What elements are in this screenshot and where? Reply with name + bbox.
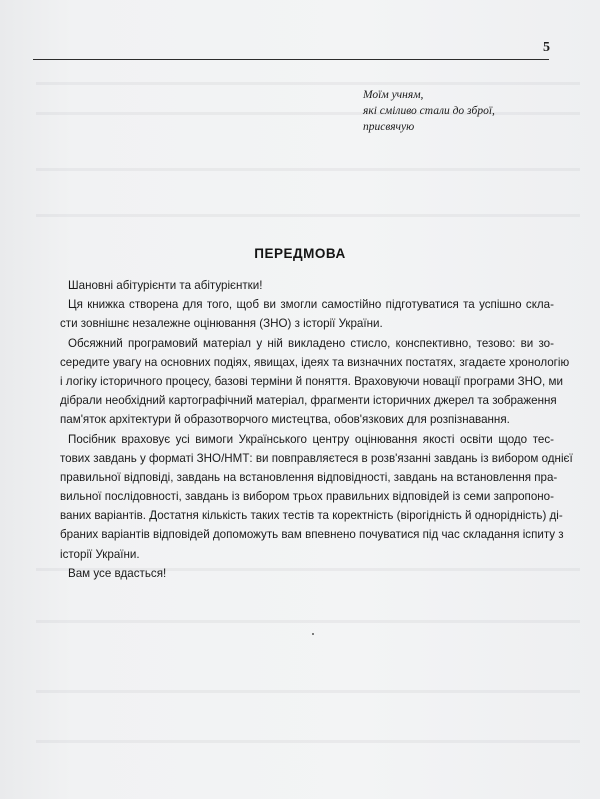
text-line: пам'яток архітектури й образотворчого мистецтва, обов'язкових для розпізнавання. bbox=[60, 413, 510, 427]
text-line: Ця книжка створена для того, щоб ви змогли самостійно підготуватися та успішно скла- bbox=[68, 298, 554, 312]
text-line: Шановні абітурієнти та абітурієнтки! bbox=[68, 279, 263, 292]
epigraph bbox=[363, 87, 563, 135]
text-line: вильної послідовності, завдань із вибором трьох правильних відповідей із семи запропоно- bbox=[60, 490, 554, 504]
text-line: правильної відповіді, завдань на встановлення відповідності, завдань на встановлення пра- bbox=[60, 470, 558, 484]
text-line: тових завдань у форматі ЗНО/НМТ: ви повправляєтеся в розв'язанні завдань із вибором однієї bbox=[60, 451, 573, 465]
show-through-line bbox=[36, 168, 580, 171]
text-line: Обсяжний програмовий матеріал у ній викладено стисло, конспективно, тезово: ви зо- bbox=[68, 336, 554, 350]
preface-text bbox=[60, 276, 573, 583]
epigraph-line: які сміливо стали до зброї, bbox=[363, 105, 495, 117]
text-line: ваних варіантів. Достатня кількість таких тестів та коректність (вірогідність й однорідність) ді- bbox=[60, 509, 563, 523]
epigraph-line: присвячую bbox=[363, 121, 415, 133]
text-line: і логіку історичного процесу, базові терміни й поняття. Враховуючи новації програми ЗНО, ми bbox=[60, 374, 563, 388]
header-rule bbox=[33, 59, 549, 60]
text-line: дібрали необхідний картографічний матеріал, фрагменти історичних джерел та зображення bbox=[60, 394, 557, 408]
show-through-line bbox=[36, 214, 580, 217]
ink-speck bbox=[312, 633, 314, 635]
text-line: середите увагу на основних подіях, явищах, ідеях та визначних постатях, згадаєте хронологію bbox=[60, 355, 570, 369]
page-number: 5 bbox=[543, 40, 550, 55]
text-line: браних варіантів відповідей допоможуть вам впевнено почуватися під час складання іспиту з bbox=[60, 528, 564, 542]
show-through-line bbox=[36, 620, 580, 623]
text-line: сти зовнішнє незалежне оцінювання (ЗНО) з історії України. bbox=[60, 317, 383, 331]
show-through-line bbox=[36, 82, 580, 85]
show-through-line bbox=[36, 690, 580, 693]
section-title: ПЕРЕДМОВА bbox=[254, 246, 346, 261]
show-through-line bbox=[36, 740, 580, 743]
epigraph-line: Моїм учням, bbox=[363, 89, 424, 101]
text-line: Вам усе вдасться! bbox=[68, 566, 167, 580]
text-line: Посібник враховує усі вимоги Українського центру оцінювання якості освіти щодо тес- bbox=[68, 432, 554, 446]
text-line: історії України. bbox=[60, 547, 140, 561]
